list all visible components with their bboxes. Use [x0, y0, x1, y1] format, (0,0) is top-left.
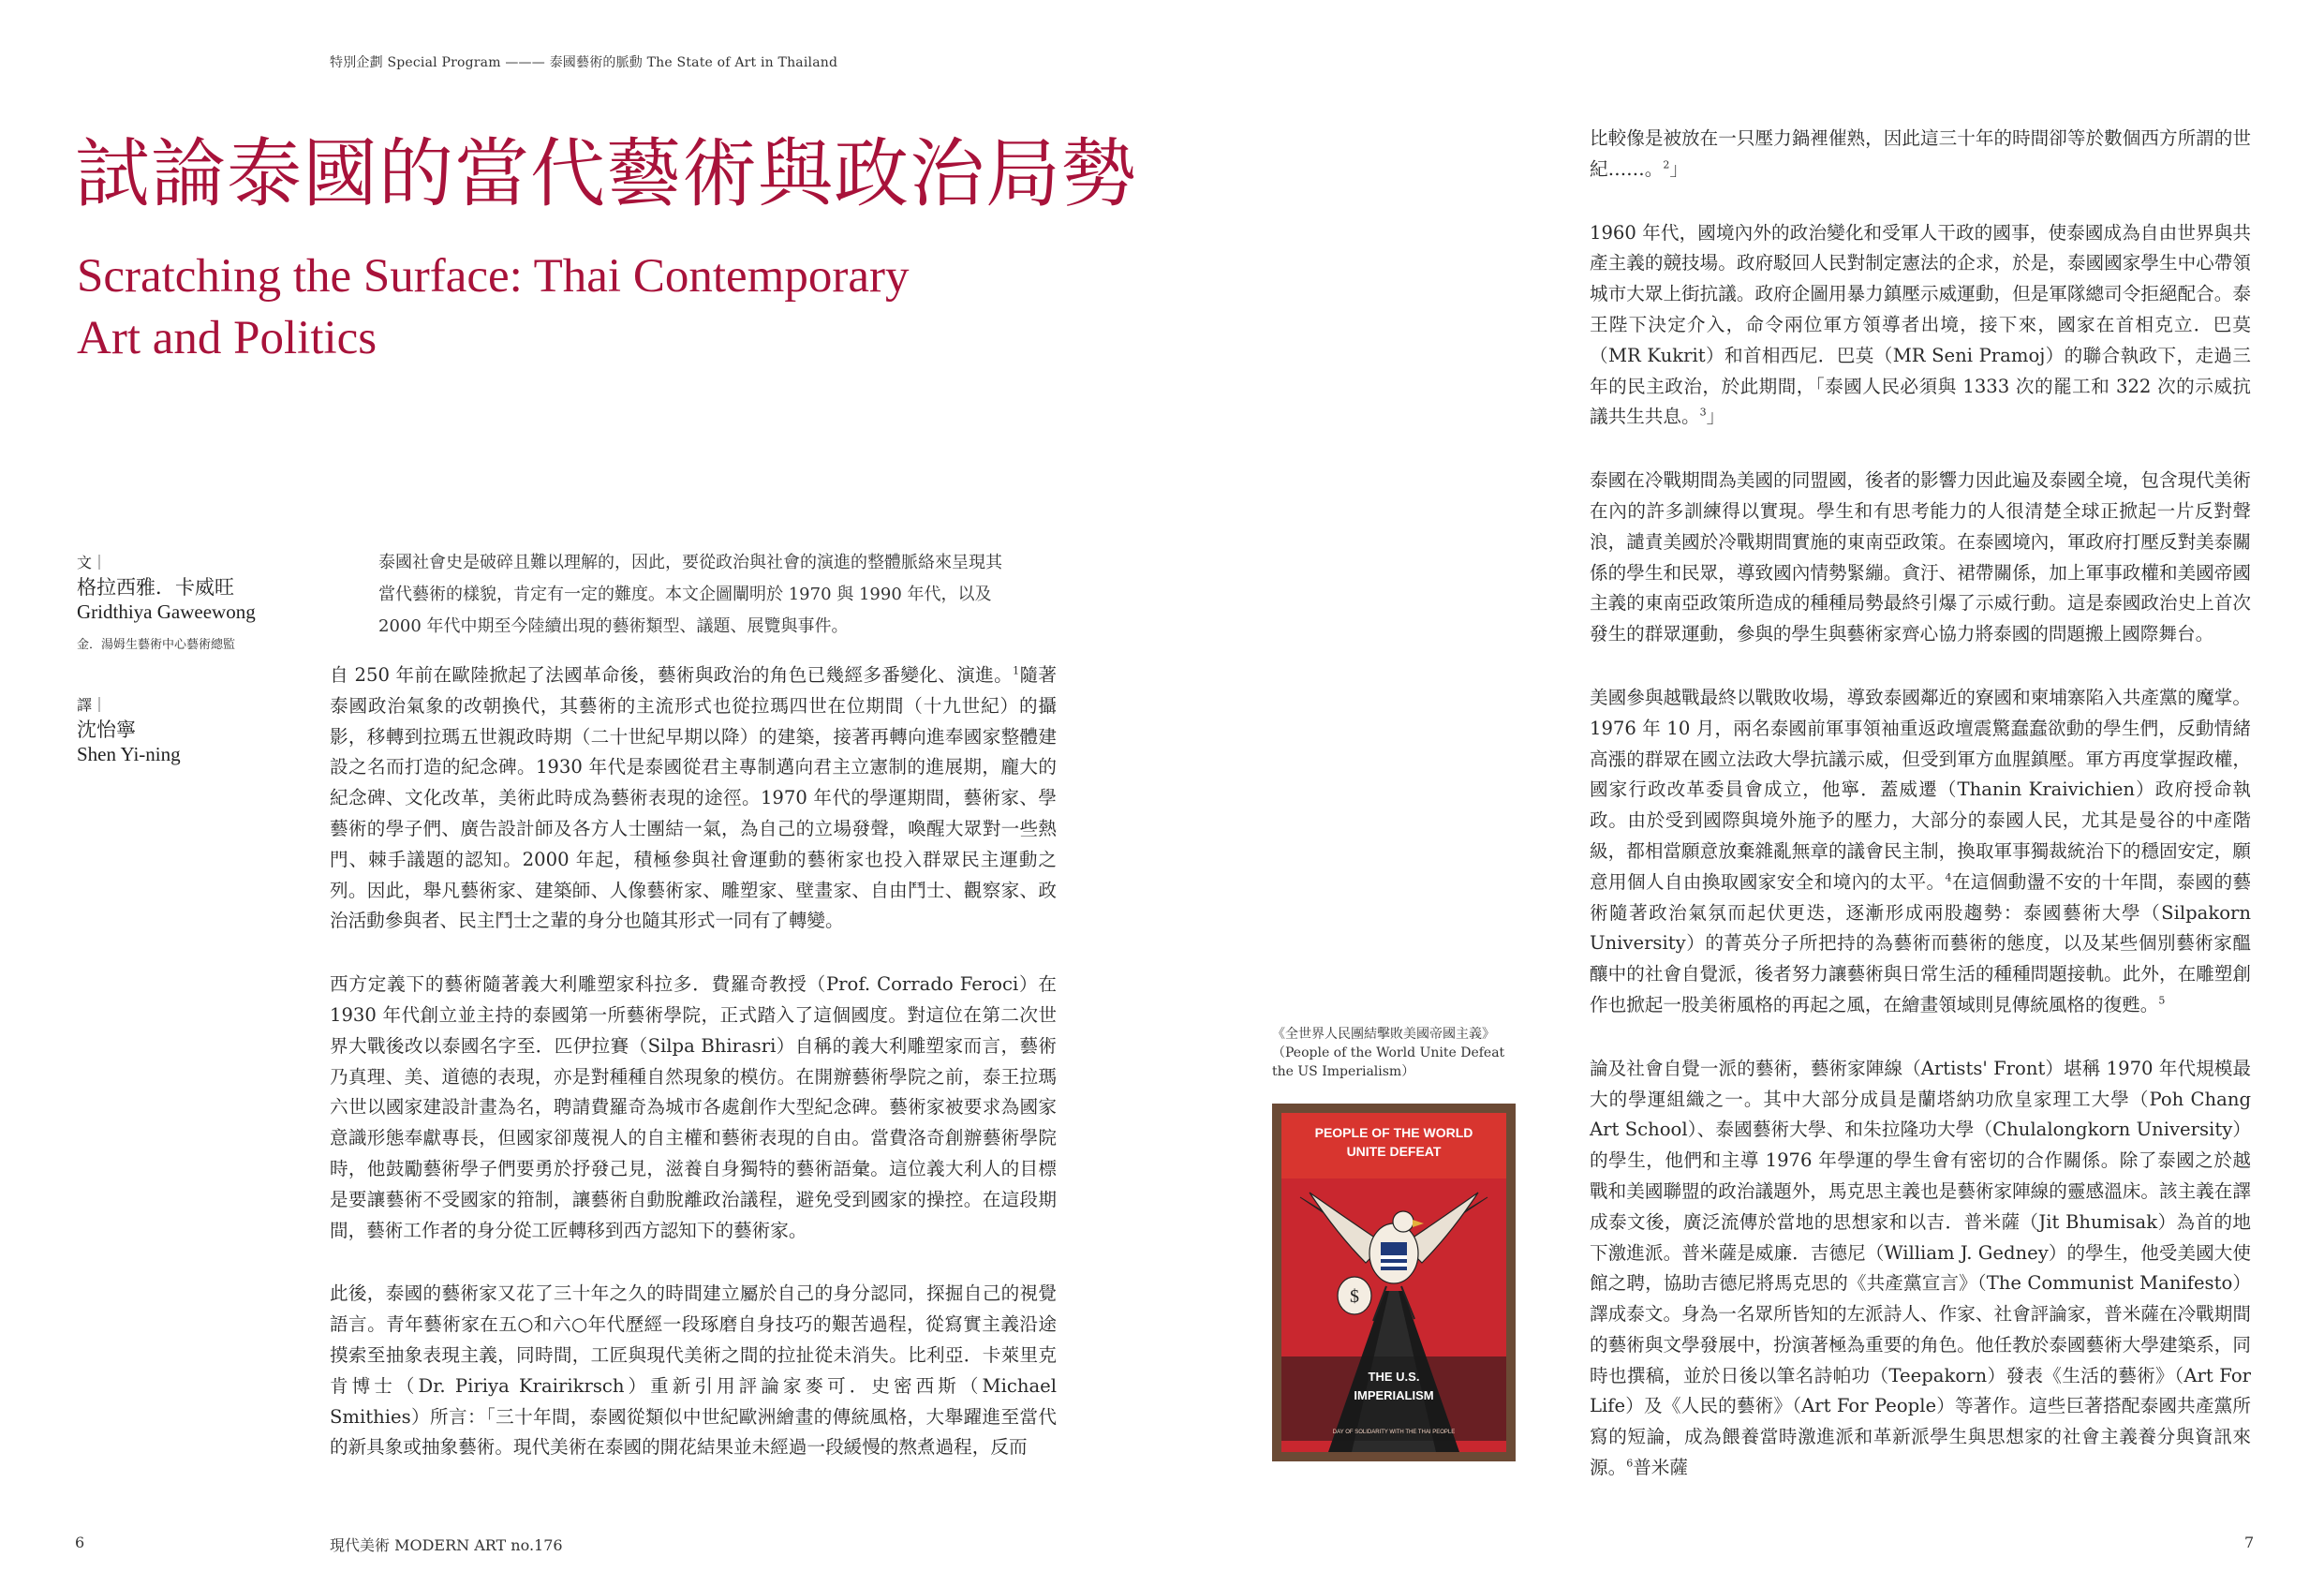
magazine-footer: 現代美術 MODERN ART no.176	[330, 1536, 563, 1554]
body-paragraph: 美國參與越戰最終以戰敗收場，導致泰國鄰近的寮國和柬埔寨陷入共產黨的魔掌。1976 年 10 月，兩名泰國前軍事領袖重返政壇震驚蠢蠢欲動的學生們，反動情緒高漲的群眾在國立法政大學抗議示威，但受到軍方血腥鎮壓。軍方再度掌握政權，國家行政改革委員會成立，他寧．蓋威遷（Thanin Kraivichien）政府授命執政。由於受到國際與境外施予的壓力，大部分的泰國人民，尤其是曼谷的中產階級，都相當願意放棄雜亂無章的議會民主制，換取軍事獨裁統治下的穩固安定，願意用個人自由換取國家安全和境內的太平。$^4$在這個動盪不安的十年間，泰國的藝術隨著政治氣氛而起伏更迭，逐漸形成兩股趨勢：泰國藝術大學（Silpakorn University）的菁英分子所把持的為藝術而藝術的態度，以及某些個別藝術家醞釀中的社會自覺派，後者努力讓藝術與日常生活的種種問題接軌。此外，在雕塑創作也掀起一股美術風格的再起之風，在繪畫領域則見傳統風格的復甦。$^5$	[1590, 686, 2252, 1015]
poster-top-line-1: PEOPLE OF THE WORLD	[1314, 1125, 1473, 1140]
body-paragraph: 1960 年代，國境內外的政治變化和受軍人干政的國事，使泰國成為自由世界與共產主義的競技場。政府駁回人民對制定憲法的企求，於是，泰國國家學生中心帶領城市大眾上街抗議。政府企圖用暴力鎮壓示威運動，但是軍隊總司令拒絕配合。泰王陛下決定介入，命令兩位軍方領導者出境，接下來，國家在首相克立．巴莫（MR Kukrit）和首相西尼．巴莫（MR Seni Pramoj）的聯合執政下，走過三年的民主政治，於此期間，「泰國人民必須與 1333 次的罷工和 322 次的示威抗議共生共息。$^3$」	[1590, 221, 2251, 428]
translator-name-en: Shen Yi-ning	[77, 743, 181, 765]
credits	[77, 551, 292, 766]
poster-illustration	[1272, 1104, 1516, 1461]
footnote-ref: 2	[1663, 158, 1670, 171]
body-paragraph: 論及社會自覺一派的藝術，藝術家陣線（Artists' Front）堪稱 1970 年代規模最大的學運組織之一。其中大部分成員是蘭塔納功欣皇家理工大學（Poh Chang Art School）、泰國藝術大學、和朱拉隆功大學（Chulalongkorn University）的學生，他們和主導 1976 年學運的學生會有密切的合作關係。除了泰國之於越戰和美國聯盟的政治議題外，馬克思主義也是藝術家陣線的靈感溫床。該主義在譯成泰文後，廣泛流傳於當地的思想家和以吉．普米薩（Jit Bhumisak）為首的地下激進派。普米薩是威廉．吉德尼（William J. Gedney）的學生，他受美國大使館之聘，協助吉德尼將馬克思的《共產黨宣言》（The Communist Manifesto）譯成泰文。身為一名眾所皆知的左派詩人、作家、社會評論家，普米薩在冷戰期間的藝術與文學發展中，扮演著極為重要的角色。他任教於泰國藝術大學建築系，同時也撰稿，並於日後以筆名詩帕功（Teepakorn）發表《生活的藝術》（Art For Life）及《人民的藝術》（Art For People）等著作。這些巨著搭配泰國共產黨所寫的短論，成為餵養當時激進派和革新派學生與思想家的社會主義養分與資訊來源。$^6$普米薩	[1590, 1057, 2251, 1479]
author-name-zh: 格拉西雅．卡威旺	[77, 576, 234, 599]
footnote-ref: 4	[1945, 871, 1952, 884]
footnote-ref: 5	[2158, 994, 2166, 1007]
footnote-ref: 1	[1013, 664, 1020, 677]
money-bag-icon	[1338, 1277, 1371, 1314]
poster-footer-text: DAY OF SOLIDARITY WITH THE THAI PEOPLE	[1332, 1430, 1456, 1435]
poster-bottom-line-2: IMPERIALISM	[1354, 1388, 1434, 1402]
translator-role: 譯｜	[77, 696, 108, 714]
left-body-column	[330, 660, 1057, 1496]
intro-paragraph: 泰國社會史是破碎且難以理解的，因此，要從政治與社會的演進的整體脈絡來呈現其當代藝術的樣貌，肯定有一定的難度。本文企圖闡明於 1970 與 1990 年代，以及 2000 年代中期至今陸續出現的藝術類型、議題、展覽與事件。	[378, 553, 1002, 636]
author-name-en: Gridthiya Gaweewong	[77, 600, 256, 623]
page-number-left: 6	[75, 1534, 85, 1551]
author-title: 金．湯姆生藝術中心藝術總監	[77, 638, 236, 652]
footnote-ref: 6	[1626, 1457, 1634, 1470]
poster-top-line-2: UNITE DEFEAT	[1346, 1144, 1442, 1159]
title-english	[77, 245, 1051, 369]
caption-english-line-2: the US Imperialism）	[1272, 1064, 1415, 1079]
right-body-column	[1590, 124, 2251, 1517]
poster-bottom-line-1: THE U.S.	[1368, 1370, 1420, 1384]
title-english-line-2: Art and Politics	[77, 312, 377, 364]
running-head: 特別企劃 Special Program ——— 泰國藝術的脈動 The State of Art in Thailand	[330, 55, 838, 70]
caption-chinese: 《全世界人民團結擊敗美國帝國主義》	[1272, 1027, 1495, 1042]
poster-image	[1272, 1104, 1516, 1461]
title-chinese: 試論泰國的當代藝術與政治局勢	[75, 130, 1137, 217]
footnote-ref: 3	[1699, 406, 1707, 419]
body-paragraph: 此後，泰國的藝術家又花了三十年之久的時間建立屬於自己的身分認同，探掘自己的視覺語言。青年藝術家在五○和六○年代歷經一段琢磨自身技巧的艱苦過程，從寫實主義沿途摸索至抽象表現主義，同時間，工匠與現代美術之間的拉扯從未消失。比利亞．卡萊里克肯博士（Dr. Piriya Krairikrsch）重新引用評論家麥可．史密西斯（Michael Smithies）所言：「三十年間，泰國從類似中世紀歐洲繪畫的傳統風格，大舉躍進至當代的新具象或抽象藝術。現代美術在泰國的開花結果並未經過一段緩慢的熬煮過程，反而	[330, 1282, 1057, 1459]
image-caption	[1272, 1025, 1553, 1081]
svg-text:$: $	[1350, 1286, 1359, 1307]
translator-name-zh: 沈怡寧	[77, 719, 136, 741]
body-paragraph: 自 250 年前在歐陸掀起了法國革命後，藝術與政治的角色已幾經多番變化、演進。$^1$隨著泰國政治氣象的改朝換代，其藝術的主流形式也從拉瑪四世在位期間（十九世紀）的攝影，移轉到拉瑪五世親政時期（二十世紀早期以降）的建築，接著再轉向進奉國家整體建設之名而打造的紀念碑。1930 年代是泰國從君主專制邁向君主立憲制的進展期，龐大的紀念碑、文化改革，美術此時成為藝術表現的途徑。1970 年代的學運期間，藝術家、學藝術的學子們、廣告設計師及各方人士團結一氣，為自己的立場發聲，喚醒大眾對一些熱門、棘手議題的認知。2000 年起，積極參與社會運動的藝術家也投入群眾民主運動之列。因此，舉凡藝術家、建築師、人像藝術家、雕塑家、壁畫家、自由鬥士、觀察家、政治活動參與者、民主鬥士之輩的身分也隨其形式一同有了轉變。	[330, 664, 1058, 932]
title-english-line-1: Scratching the Surface: Thai Contemporary	[77, 250, 910, 303]
page-number-right: 7	[2244, 1534, 2255, 1551]
body-paragraph: 泰國在冷戰期間為美國的同盟國，後者的影響力因此遍及泰國全境，包含現代美術在內的許多訓練得以實現。學生和有思考能力的人很清楚全球正掀起一片反對聲浪，譴責美國於冷戰期間實施的東南亞政策。在泰國境內，軍政府打壓反對美泰關係的學生和民眾，導致國內情勢緊繃。貪汙、裙帶關係，加上軍事政權和美國帝國主義的東南亞政策所造成的種種局勢最終引爆了示威行動。這是泰國政治史上首次發生的群眾運動，參與的學生與藝術家齊心協力將泰國的問題搬上國際舞台。	[1590, 469, 2251, 645]
author-role: 文｜	[77, 554, 108, 571]
body-paragraph: 比較像是被放在一只壓力鍋裡催熟，因此這三十年的時間卻等於數個西方所謂的世紀……。$^2$」	[1590, 127, 2251, 180]
caption-english-line-1: （People of the World Unite Defeat	[1272, 1045, 1505, 1060]
body-paragraph: 西方定義下的藝術隨著義大利雕塑家科拉多．費羅奇教授（Prof. Corrado Feroci）在 1930 年代創立並主持的泰國第一所藝術學院，正式踏入了這個國度。對這位在第二次世界大戰後改以泰國名字至．匹伊拉賽（Silpa Bhirasri）自稱的義大利雕塑家而言，藝術乃真理、美、道德的表現，亦是對種種自然現象的模仿。在開辦藝術學院之前，泰王拉瑪六世以國家建設計畫為名，聘請費羅奇為城市各處創作大型紀念碑。藝術家被要求為國家意識形態奉獻專長，但國家卻蔑視人的自主權和藝術表現的自由。當費洛奇創辦藝術學院時，他鼓勵藝術學子們要勇於抒發己見，滋養自身獨特的藝術語彙。這位義大利人的目標是要讓藝術不受國家的箝制，讓藝術自動脫離政治議程，避免受到國家的操控。在這段期間，藝術工作者的身分從工匠轉移到西方認知下的藝術家。	[330, 973, 1057, 1241]
